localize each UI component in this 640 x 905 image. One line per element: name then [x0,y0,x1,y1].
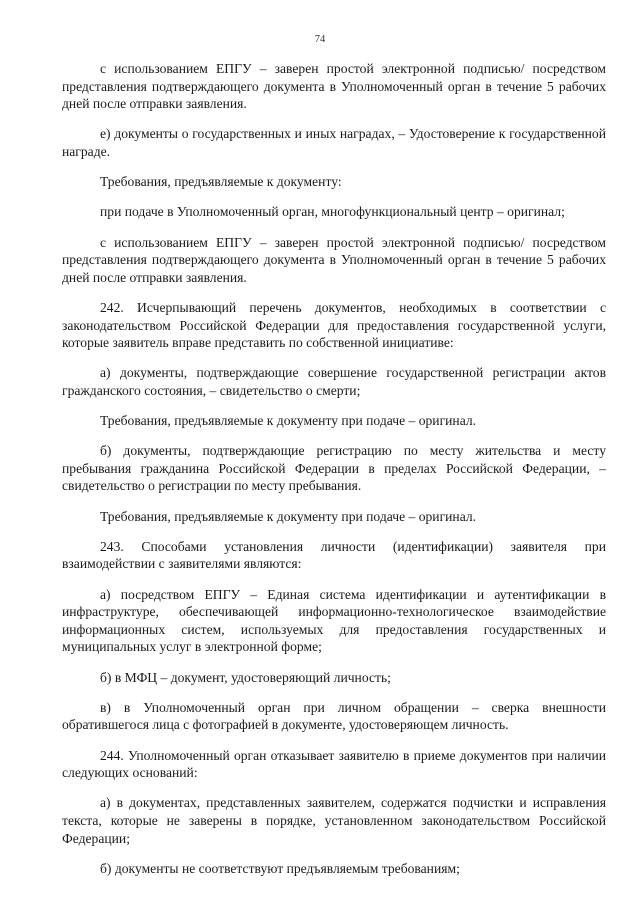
paragraph-243-b: б) в МФЦ – документ, удостоверяющий личность; [100,669,391,685]
paragraph-242-b: б) документы, подтверждающие регистрацию по месту жительства и месту пребывания гражданина Российской Федерации в пределах Российской Федерации, – свидетельство о регистрации по месту пребывания. [62,443,606,494]
paragraph-requirements-original-2: Требования, предъявляемые к документу при подаче – оригинал. [100,508,477,524]
paragraph-244-a: а) в документах, представленных заявителем, содержатся подчистки и исправления текста, которые не заверены в порядке, установленном законодательством Российской Федерации; [62,795,606,846]
paragraph-requirements-original-1: Требования, предъявляемые к документу при подаче – оригинал. [100,413,477,429]
paragraph-242-a: а) документы, подтверждающие совершение государственной регистрации актов гражданского состояния, – свидетельство о смерти; [62,365,606,398]
paragraph-epgu-signature-2: с использованием ЕПГУ – заверен простой электронной подписью/ посредством представления подтверждающего документа в Уполномоченный орган в течение 5 рабочих дней после отправки заявления. [62,234,606,285]
paragraph-244: 244. Уполномоченный орган отказывает заявителю в приеме документов при наличии следующих оснований: [62,747,606,781]
paragraph-requirements: Требования, предъявляемые к документу: [100,174,342,190]
page-number: 74 [314,34,326,45]
paragraph-243: 243. Способами установления личности (идентификации) заявителя при взаимодействии с заявителями являются: [62,538,606,572]
paragraph-awards-documents: е) документы о государственных и иных наградах, – Удостоверение к государственной награде. [62,126,606,159]
paragraph-original-submission: при подаче в Уполномоченный орган, многофункциональный центр – оригинал; [100,204,565,220]
document-body [62,60,606,890]
paragraph-epgu-signature-1: с использованием ЕПГУ – заверен простой электронной подписью/ посредством представления подтверждающего документа в Уполномоченный орган в течение 5 рабочих дней после отправки заявления. [62,61,606,112]
paragraph-244-b: б) документы не соответствуют предъявляемым требованиям; [100,860,460,876]
paragraph-243-c: в) в Уполномоченный орган при личном обращении – сверка внешности обратившегося лица с фотографией в документе, удостоверяющем личность. [62,699,606,733]
paragraph-243-a: а) посредством ЕПГУ – Единая система идентификации и аутентификации в инфраструктуре, обеспечивающей информационно-технологическое взаимодействие информационных систем, используемых для предоставления государственных и муниципальных услуг в электронной форме; [62,586,606,655]
paragraph-242: 242. Исчерпывающий перечень документов, необходимых в соответствии с законодательством Российской Федерации для предоставления государственной услуги, которые заявитель вправе представить по собственной инициативе: [62,299,606,351]
